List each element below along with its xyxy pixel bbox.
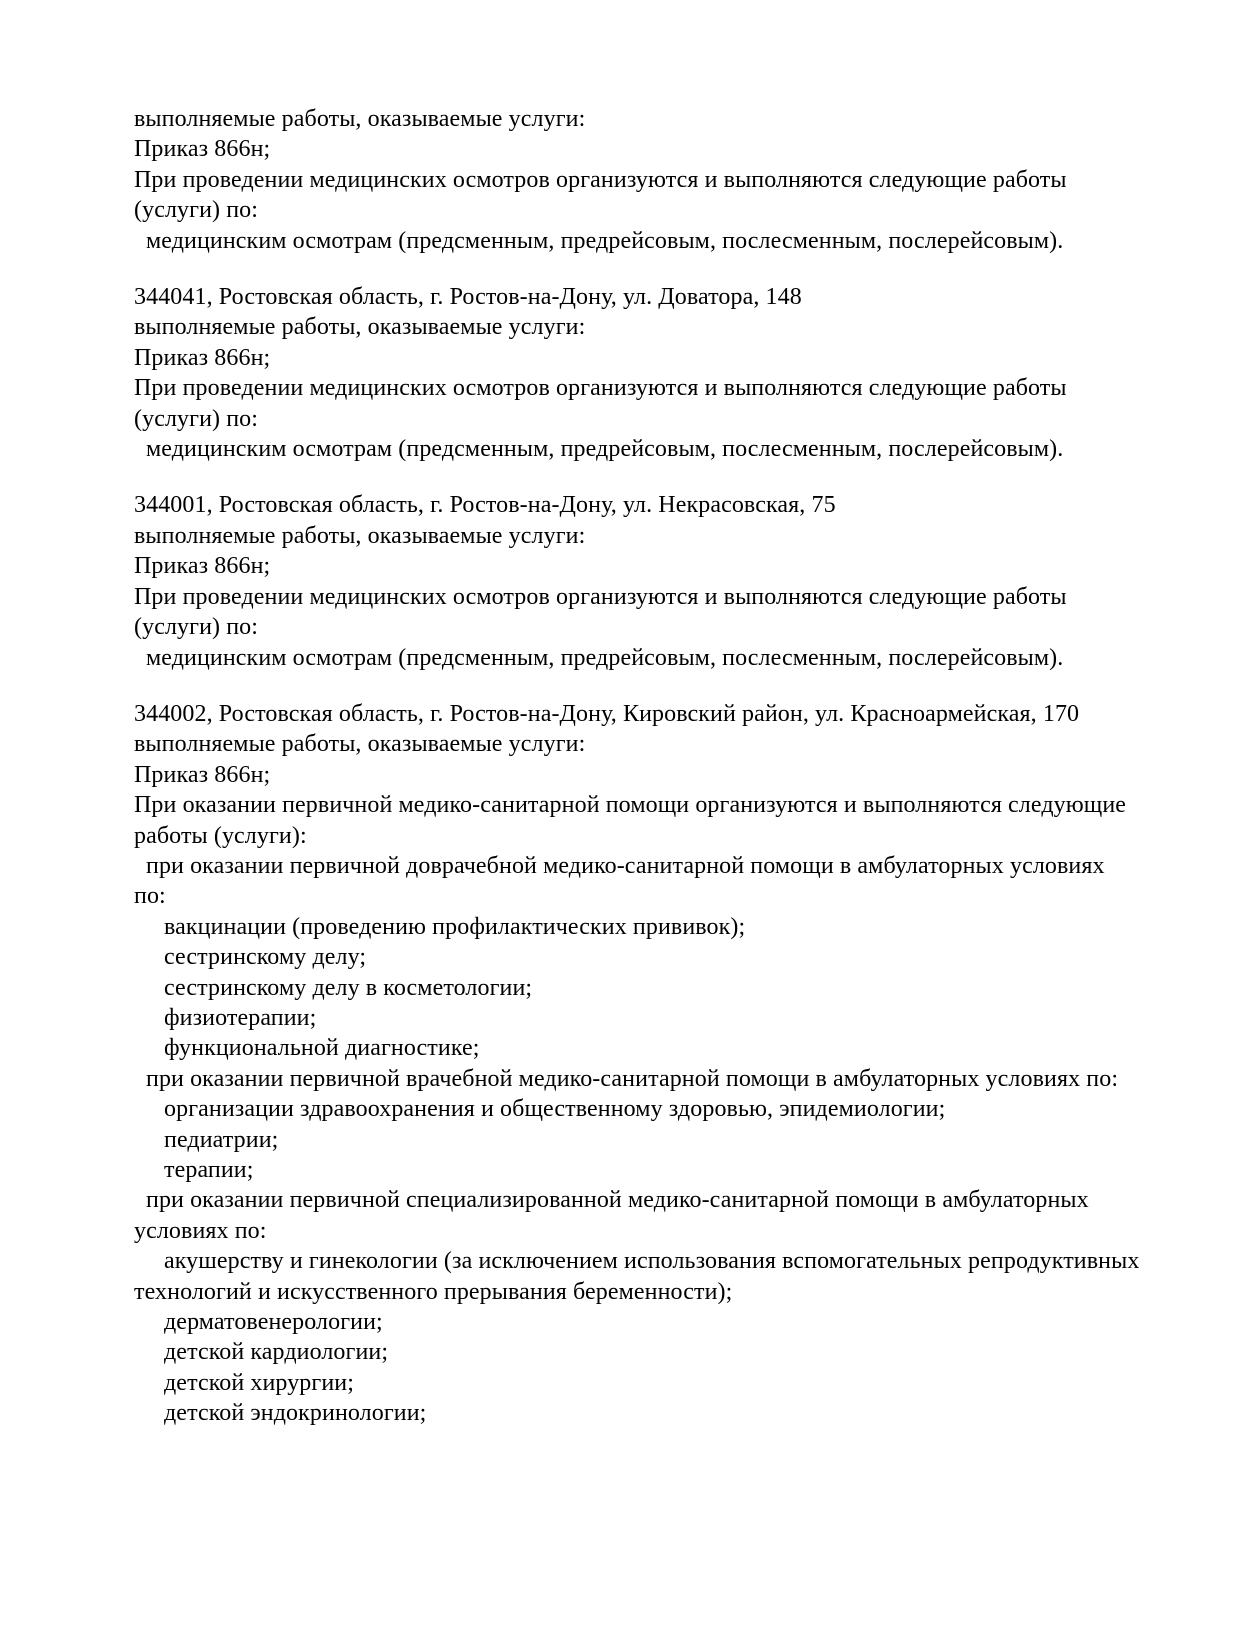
document-line: акушерству и гинекологии (за исключением использования вспомогательных репродуктивных [164,1248,1140,1275]
document-line: Приказ 866н; [134,761,271,788]
document-line: технологий и искусственного прерывания беременности); [134,1278,733,1305]
license-text-block [134,104,1196,1455]
document-line: условиях по: [134,1217,267,1244]
document-line: детской эндокринологии; [164,1400,427,1427]
document-line: выполняемые работы, оказываемые услуги: [134,106,586,132]
document-line: терапии; [164,1157,254,1183]
address-line: 344001, Ростовская область, г. Ростов-на-Дону, ул. Некрасовская, 75 [134,492,836,519]
document-line: (услуги) по: [134,197,259,224]
license-section [134,699,1196,1429]
document-line: При проведении медицинских осмотров организуются и выполняются следующие работы [134,583,1067,610]
document-line: организации здравоохранения и общественному здоровью, эпидемиологии; [164,1096,946,1123]
document-line: сестринскому делу; [164,944,367,971]
document-line: Приказ 866н; [134,553,271,580]
document-line: детской кардиологии; [164,1339,389,1366]
document-line: работы (услуги): [134,822,307,849]
address-line: 344041, Ростовская область, г. Ростов-на-Дону, ул. Доватора, 148 [134,284,802,311]
document-line: выполняемые работы, оказываемые услуги: [134,731,586,758]
document-line: медицинским осмотрам (предсменным, предрейсовым, послесменным, послерейсовым). [146,436,1064,463]
document-line: детской хирургии; [164,1369,355,1396]
document-line: медицинским осмотрам (предсменным, предрейсовым, послесменным, послерейсовым). [146,227,1064,254]
license-section [134,104,1196,256]
document-line: сестринскому делу в косметологии; [164,974,533,1001]
document-line: при оказании первичной специализированной медико-санитарной помощи в амбулаторных [146,1187,1089,1214]
license-section [134,282,1196,464]
document-line: Приказ 866н; [134,344,271,371]
document-line: (услуги) по: [134,405,259,432]
document-line: Приказ 866н; [134,136,271,163]
document-line: функциональной диагностике; [164,1035,480,1062]
document-line: дерматовенерологии; [164,1309,383,1336]
document-line: при оказании первичной доврачебной медико-санитарной помощи в амбулаторных условиях [146,852,1105,879]
document-line: выполняемые работы, оказываемые услуги: [134,314,586,341]
document-line: (услуги) по: [134,614,259,641]
document-line: При проведении медицинских осмотров организуются и выполняются следующие работы [134,166,1067,193]
document-line: педиатрии; [164,1126,279,1153]
document-line: выполняемые работы, оказываемые услуги: [134,522,586,549]
document-line: При проведении медицинских осмотров организуются и выполняются следующие работы [134,375,1067,402]
document-line: физиотерапии; [164,1004,317,1031]
document-line: медицинским осмотрам (предсменным, предрейсовым, послесменным, послерейсовым). [146,644,1064,671]
address-line: 344002, Ростовская область, г. Ростов-на-Дону, Кировский район, ул. Красноармейская, 170 [134,700,1080,727]
document-line: по: [134,883,166,910]
document-line: при оказании первичной врачебной медико-санитарной помощи в амбулаторных условиях по: [146,1065,1119,1092]
license-section [134,490,1196,672]
document-line: вакцинации (проведению профилактических прививок); [164,913,746,940]
document-line: При оказании первичной медико-санитарной помощи организуются и выполняются следующие [134,792,1127,819]
